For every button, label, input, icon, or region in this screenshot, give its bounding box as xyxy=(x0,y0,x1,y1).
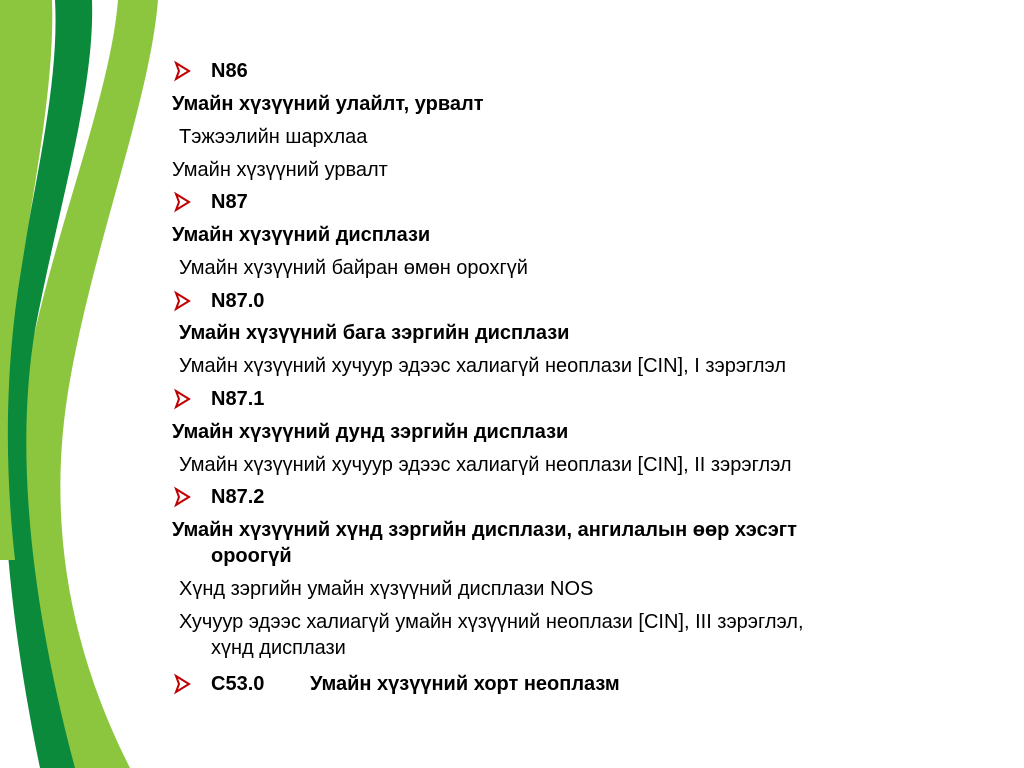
exclusion-text: Умайн хүзүүний байран өмөн орохгүй xyxy=(179,257,528,279)
code-label: N87.1 xyxy=(211,388,265,410)
slide-content xyxy=(172,0,1012,768)
arrow-bullet-icon xyxy=(172,60,194,82)
inclusion-text: Умайн хүзүүний урвалт xyxy=(172,159,388,181)
arrow-bullet-icon xyxy=(172,673,194,695)
arrow-bullet-icon xyxy=(172,388,194,410)
entry-title: Умайн хүзүүний хорт неоплазм xyxy=(310,673,620,695)
inclusion-text: Тэжээлийн шархлаа xyxy=(179,126,368,148)
entry-title: Умайн хүзүүний улайлт, урвалт xyxy=(172,93,484,115)
arrow-bullet-icon xyxy=(172,486,194,508)
code-label: N87 xyxy=(211,191,248,213)
code-label: N87.2 xyxy=(211,486,265,508)
entry-title: Умайн хүзүүний бага зэргийн дисплази xyxy=(179,322,570,344)
arrow-bullet-icon xyxy=(172,290,194,312)
inclusion-text: Хүнд зэргийн умайн хүзүүний дисплази NOS xyxy=(179,578,594,600)
inclusion-text: Умайн хүзүүний хучуур эдээс халиагүй неоплази [CIN], I зэрэглэл xyxy=(179,355,786,377)
green-swoosh-decoration xyxy=(0,0,200,768)
inclusion-text: Умайн хүзүүний хучуур эдээс халиагүй неоплази [CIN], II зэрэглэл xyxy=(179,454,792,476)
entry-title-line: Умайн хүзүүний хүнд зэргийн дисплази, ангилалын өөр хэсэгт xyxy=(172,519,797,541)
code-label: C53.0 xyxy=(211,673,265,695)
entry-title: Умайн хүзүүний дисплази xyxy=(172,224,431,246)
entry-title: Умайн хүзүүний дунд зэргийн дисплази xyxy=(172,421,569,443)
entry-title-line: ороогүй xyxy=(211,545,292,567)
inclusion-text-line: Хучуур эдээс халиагүй умайн хүзүүний неоплази [CIN], III зэрэглэл, xyxy=(179,611,804,633)
inclusion-text-line: хүнд дисплази xyxy=(211,637,346,659)
arrow-bullet-icon xyxy=(172,191,194,213)
code-label: N87.0 xyxy=(211,290,265,312)
code-label: N86 xyxy=(211,60,248,82)
